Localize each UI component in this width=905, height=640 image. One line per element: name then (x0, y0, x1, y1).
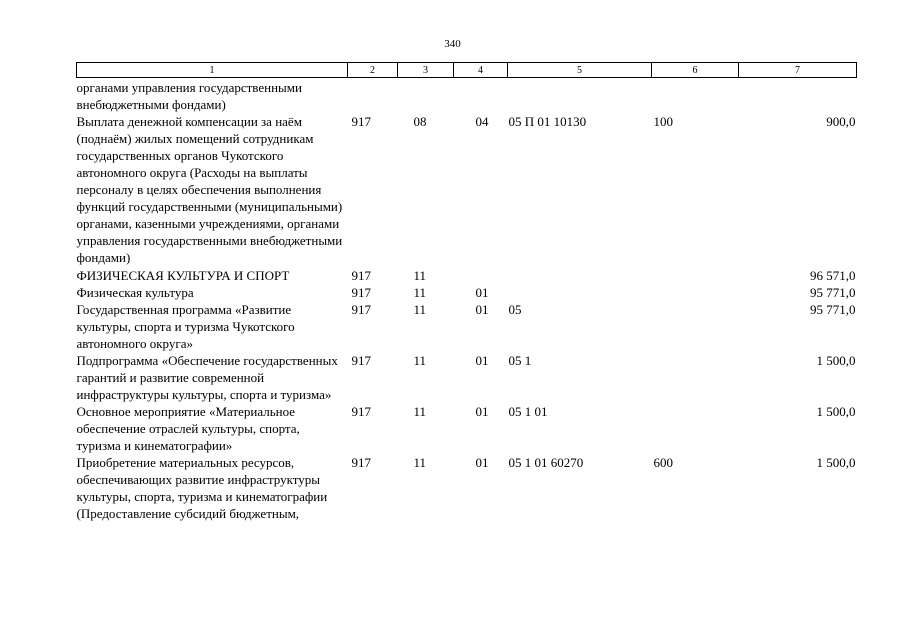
row-expense-type (652, 284, 739, 301)
row-section: 11 (413, 302, 427, 317)
row-subsection: 01 (475, 302, 489, 317)
row-name: Подпрограмма «Обеспечение государственных гарантий и развитие современной инфраструктуры культуры, спорта и туризма» (76, 353, 338, 402)
row-name: Приобретение материальных ресурсов, обеспечивающих развитие инфраструктуры культуры, спорта, туризма и кинематографии (Предоставление субсидий бюджетным, (76, 455, 328, 521)
table-row (77, 352, 857, 403)
row-subsection: 01 (475, 455, 489, 470)
row-name: Физическая культура (76, 285, 194, 300)
row-subsection: 04 (475, 114, 489, 129)
row-target-article: 05 (508, 302, 522, 317)
row-target-article: 05 1 01 (508, 404, 548, 419)
row-section: 11 (413, 268, 427, 283)
row-subsection (454, 78, 508, 114)
table-row (77, 284, 857, 301)
page-number: 340 (444, 38, 461, 50)
header-col-4: 4 (454, 63, 508, 78)
row-expense-type (652, 301, 739, 352)
budget-table (76, 62, 857, 522)
row-name: органами управления государственными внебюджетными фондами) (76, 80, 302, 112)
row-amount: 95 771,0 (810, 285, 856, 300)
row-target-article (508, 284, 652, 301)
row-name: Выплата денежной компенсации за наём (поднаём) жилых помещений сотрудникам государственных органов Чукотского автономного округа (Расходы на выплаты персоналу в целях обеспечения выполнения функций государственными (муниципальными) органами, казенными учреждениями, органами управления государственными внебюджетными фондами) (76, 114, 343, 265)
header-col-5: 5 (508, 63, 652, 78)
row-amount: 96 571,0 (810, 268, 856, 283)
row-amount: 900,0 (826, 114, 856, 129)
row-amount: 1 500,0 (816, 353, 856, 368)
row-ministry-code: 917 (351, 114, 371, 129)
row-expense-type (652, 403, 739, 454)
row-amount: 1 500,0 (816, 404, 856, 419)
header-col-6: 6 (652, 63, 739, 78)
header-col-3: 3 (398, 63, 454, 78)
row-subsection (454, 267, 508, 284)
row-subsection: 01 (475, 285, 489, 300)
row-target-article (508, 267, 652, 284)
row-expense-type (652, 78, 739, 114)
row-expense-type: 600 (653, 455, 673, 470)
row-ministry-code: 917 (351, 404, 371, 419)
row-subsection: 01 (475, 353, 489, 368)
row-amount: 95 771,0 (810, 302, 856, 317)
row-section: 08 (413, 114, 427, 129)
table-row (77, 267, 857, 284)
row-ministry-code: 917 (351, 302, 371, 317)
row-ministry-code: 917 (351, 353, 371, 368)
header-row (77, 63, 857, 78)
row-section: 11 (413, 455, 427, 470)
row-section (398, 78, 454, 114)
row-amount (739, 78, 857, 114)
row-name: Государственная программа «Развитие культуры, спорта и туризма Чукотского автономного округа» (76, 302, 295, 351)
table-row (77, 403, 857, 454)
table-row (77, 113, 857, 267)
row-expense-type (652, 267, 739, 284)
row-amount: 1 500,0 (816, 455, 856, 470)
row-target-article: 05 П 01 10130 (508, 114, 587, 129)
row-section: 11 (413, 285, 427, 300)
row-subsection: 01 (475, 404, 489, 419)
header-col-7: 7 (739, 63, 857, 78)
row-name: ФИЗИЧЕСКАЯ КУЛЬТУРА И СПОРТ (76, 268, 290, 283)
row-name: Основное мероприятие «Материальное обеспечение отраслей культуры, спорта, туризма и кинематографии» (76, 404, 300, 453)
table-row (77, 301, 857, 352)
row-section: 11 (413, 404, 427, 419)
row-ministry-code: 917 (351, 268, 371, 283)
row-expense-type: 100 (653, 114, 673, 129)
row-ministry-code (348, 78, 398, 114)
header-col-1: 1 (77, 63, 348, 78)
row-target-article: 05 1 01 60270 (508, 455, 584, 470)
row-target-article: 05 1 (508, 353, 532, 368)
row-ministry-code: 917 (351, 455, 371, 470)
row-target-article (508, 78, 652, 114)
row-ministry-code: 917 (351, 285, 371, 300)
table-row (77, 78, 857, 114)
header-col-2: 2 (348, 63, 398, 78)
row-expense-type (652, 352, 739, 403)
table-row (77, 454, 857, 522)
row-section: 11 (413, 353, 427, 368)
